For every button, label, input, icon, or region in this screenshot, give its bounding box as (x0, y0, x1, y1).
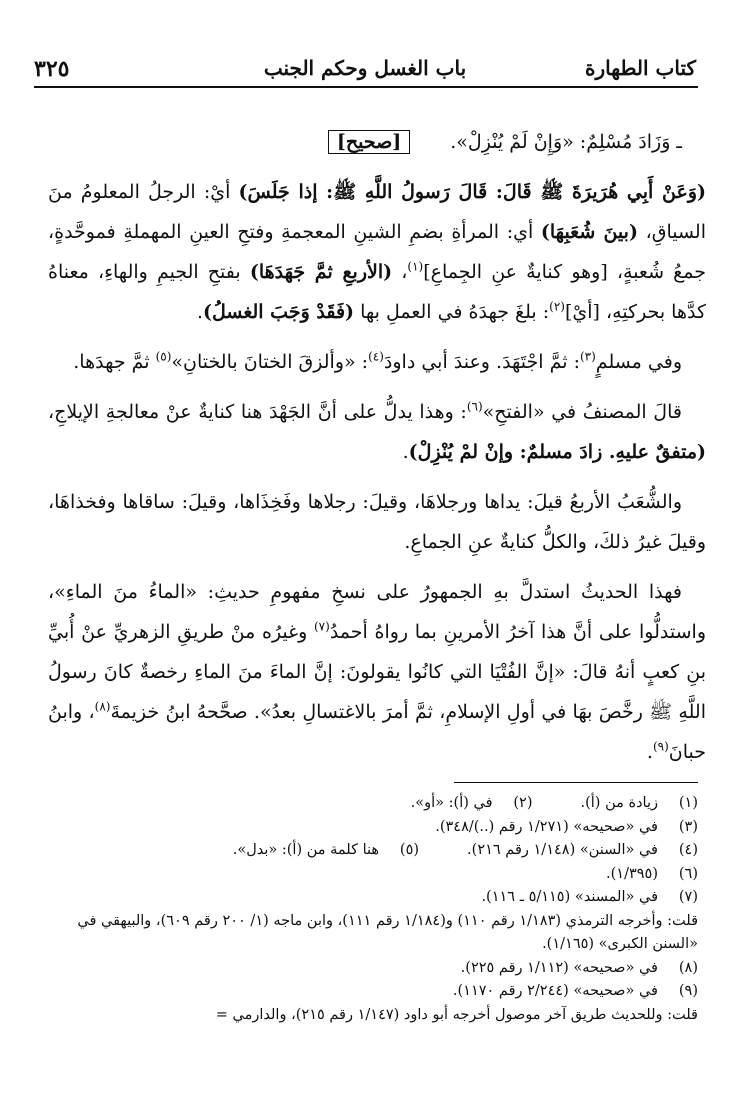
paragraph-1 (48, 122, 706, 162)
paragraph-4 (48, 392, 706, 472)
footnote-row (44, 839, 698, 863)
footnote-text: (١/٣٩٥). (606, 865, 658, 882)
footnote-1 (581, 792, 698, 816)
hadith-text: (الأربعِ ثمَّ جَهَدَهَا) (249, 261, 393, 283)
paragraph-text: ثمَّ جهدَها. (73, 351, 156, 373)
paragraph-text: : «وألزقَ الختانَ بالختانِ» (171, 351, 369, 373)
footnote-5 (233, 839, 419, 863)
paragraph-text: قالَ المصنفُ في «الفتحِ» (482, 401, 682, 423)
footnote-ref[interactable]: (٦) (466, 399, 483, 414)
footnote-ref[interactable]: (٩) (652, 739, 669, 754)
footnote-divider (454, 782, 698, 783)
paragraph-text: بفتحِ الجيمِ والهاءِ، معناهُ كدَّها بحركتِهِ، [أيْ] (48, 261, 706, 323)
paragraph-text: ، (392, 261, 408, 283)
main-text (48, 122, 706, 782)
footnote-text: زيادة من (أ). (580, 795, 658, 811)
footnote-2 (411, 792, 533, 816)
footnote-number: (٢) (513, 795, 533, 811)
book-title: كتاب الطهارة (585, 56, 696, 80)
footnote-ref[interactable]: (٢) (549, 299, 565, 314)
footnote-9 (44, 980, 698, 1004)
footnote-ref[interactable]: (٧) (313, 619, 330, 634)
footnote-ref[interactable]: (٨) (94, 699, 111, 714)
paragraph-text: : ثمَّ اجْتَهَدَ. وعندَ أبي داودَ (383, 351, 580, 373)
paragraph-text: ، وابنُ حبانَ (48, 701, 706, 763)
footnote-row (44, 792, 698, 816)
footnote-text: في «صحيحه» (٢/٢٤٤ رقم ١١٧٠). (452, 983, 658, 999)
grade-label: [صحيح] (328, 130, 410, 154)
footnote-number: (٩) (678, 983, 698, 999)
paragraph-text: : وهذا يدلُّ على أنَّ الجَهْدَ هنا كنايةٌ عنْ معالجةِ الإيلاجِ، (48, 401, 467, 423)
hadith-text: (فَقَدْ وَجَبَ الغسلُ) (203, 301, 355, 323)
footnote-number: (١) (678, 795, 698, 811)
hadith-text: (وَعَنْ أَبِي هُرَيرَةَ ﷺ قَالَ: قَالَ رَسولُ اللَّهِ ﷺ: إذا جَلَسَ) (238, 181, 706, 203)
chapter-title: باب الغسل وحكم الجنب (263, 56, 467, 80)
paragraph-2 (48, 172, 706, 332)
paragraph-6 (48, 572, 706, 772)
footnotes (44, 792, 698, 1027)
footnote-text: في «السنن» (١/١٤٨ رقم ٢١٦). (467, 842, 658, 858)
hadith-text: (متفقٌ عليهِ. زادَ مسلمٌ: وإنْ لمْ يُنْزِلْ) (408, 441, 706, 463)
footnote-number: (٨) (678, 959, 698, 976)
footnote-4 (467, 839, 698, 863)
footnote-7-note: قلت: وأخرجه الترمذي (١/١٨٣ رقم ١١٠) و(١/١٨٤ رقم ١١١)، وابن ماجه (١/ ٢٠٠ رقم ٦٠٩)، والبيهقي في «السنن الكبرى» (١/١٦٥). (77, 912, 698, 952)
page-header (34, 48, 696, 86)
paragraph-text: . (646, 741, 653, 763)
header-divider (34, 86, 698, 88)
paragraph-text: . (402, 441, 409, 463)
paragraph-5: والشُّعَبُ الأربعُ قيلَ: يداها ورجلاهَا، وقيلَ: رجلاها وفَخِذَاها، وقيلَ: ساقاها وفخذاهَا، وقيلَ غيرُ ذلكَ، والكلُّ كنايةٌ عنِ الجماعِ. (48, 491, 706, 553)
footnote-number: (٣) (678, 818, 698, 835)
footnote-8 (44, 957, 698, 981)
footnote-7 (44, 886, 698, 910)
footnote-ref[interactable]: (٤) (368, 349, 384, 364)
footnote-number: (٧) (678, 889, 698, 905)
footnote-text: في «صحيحه» (١/١١٢ رقم ٢٢٥). (460, 959, 658, 976)
paragraph-text: . (196, 301, 203, 323)
paragraph-text: وغيرُه منْ طريقِ الزهريِّ عنْ أُبيِّ بنِ كعبٍ أنهُ قالَ: «إنَّ الفُتْيَا التي كانُوا يقولونَ: إنَّ الماءَ منَ الماءِ رخصةٌ كانَ رسولُ اللَّهِ ﷺ رخَّصَ بهَا في أولِ الإسلامِ، ثمَّ أمرَ بالاغتسالِ بعدُ». صحَّحهُ ابنُ خزيمةَ (48, 621, 706, 723)
paragraph-text: أيْ: الرجلُ المعلومُ منَ السياقِ، (48, 181, 706, 243)
footnote-number: (٦) (678, 865, 698, 882)
footnote-3 (44, 816, 698, 840)
footnote-number: (٥) (399, 842, 420, 858)
paragraph-text: فهذا الحديثُ استدلَّ بهِ الجمهورُ على نسخِ مفهومِ حديثِ: «الماءُ منَ الماءِ»، واستدلُّوا على أنَّ هذا آخرُ الأمرينِ بما رواهُ أحمدُ (48, 581, 706, 643)
footnote-text: في «المسند» (٥/١١٥ ـ ١١٦). (481, 889, 658, 905)
paragraph-text: : بلغَ جهدَهُ في العملِ بها (354, 301, 550, 323)
footnote-9-note: قلت: وللحديث طريق آخر موصول أخرجه أبو داود (١/١٤٧ رقم ٢١٥)، والدارمي = (215, 1006, 698, 1023)
footnote-text: في «صحيحه» (١/٢٧١ رقم (..)/٣٤٨). (435, 818, 658, 835)
footnote-ref[interactable]: (٣) (579, 349, 596, 364)
footnote-6 (44, 863, 698, 887)
footnote-number: (٤) (678, 842, 698, 858)
footnote-ref[interactable]: (١) (407, 259, 424, 274)
paragraph-text: وفي مسلمٍ (595, 351, 682, 373)
footnote-text: هنا كلمة من (أ): «بدل». (232, 842, 380, 858)
footnote-text: في (أ): «أو». (410, 795, 493, 811)
paragraph-text: أي: المرأةِ بضمِ الشينِ المعجمةِ وفتحِ العينِ المهملةِ فموحَّدةٍ، جمعُ شُعبةٍ، [وهو كنايةٌ عنِ الجِماعِ] (48, 221, 706, 283)
paragraph-text: ـ وَزَادَ مُسْلِمٌ: «وَإِنْ لَمْ يُنْزِلْ». (450, 131, 682, 153)
paragraph-3 (48, 342, 706, 382)
page-number: ٣٢٥ (34, 56, 70, 82)
hadith-text: (بينَ شُعَبِهَا) (540, 221, 638, 243)
footnote-ref[interactable]: (٥) (155, 349, 172, 364)
